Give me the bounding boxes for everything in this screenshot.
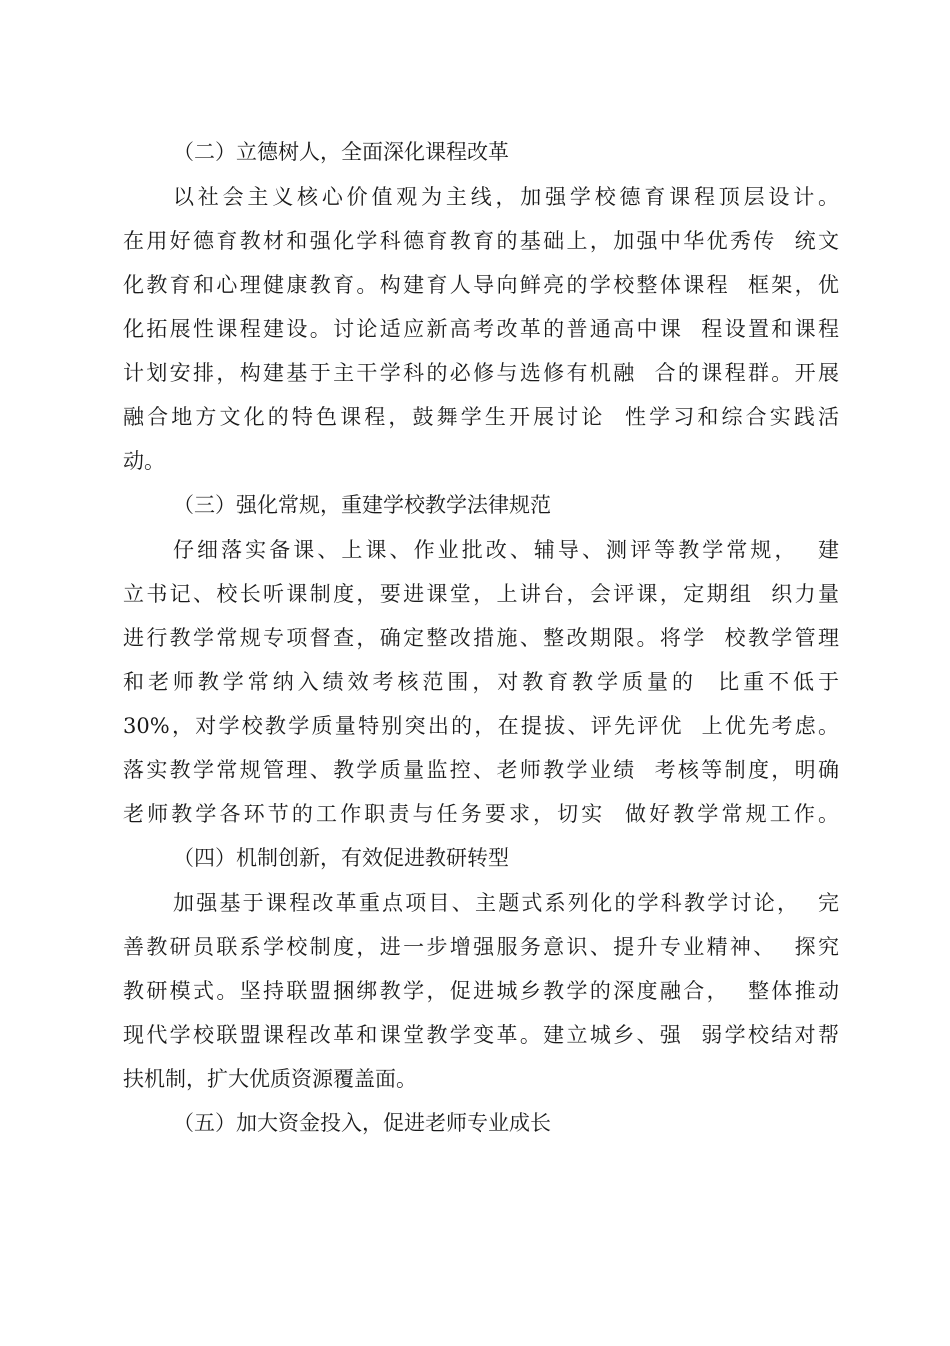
paragraph-line: 30%，对学校教学质量特别突出的，在提拔、评先评优 上优先考虑。: [123, 714, 839, 738]
paragraph-line: 仔细落实备课、上课、作业批改、辅导、测评等教学常规， 建: [173, 538, 839, 562]
paragraph-line: 立书记、校长听课制度，要进课堂，上讲台，会评课，定期组 织力量: [123, 582, 839, 606]
paragraph-line: 善教研员联系学校制度，进一步增强服务意识、提升专业精神、 探究: [123, 935, 839, 959]
paragraph-line: 落实教学常规管理、教学质量监控、老师教学业绩 考核等制度，明确: [123, 758, 839, 782]
section-heading-3: （三）强化常规，重建学校教学法律规范: [173, 493, 551, 517]
section-heading-2: （二）立德树人，全面深化课程改革: [173, 140, 509, 164]
paragraph-line: 化教育和心理健康教育。构建育人导向鲜亮的学校整体课程 框架，优: [123, 273, 839, 297]
paragraph-line: 加强基于课程改革重点项目、主题式系列化的学科教学讨论， 完: [173, 891, 839, 915]
paragraph-line: 在用好德育教材和强化学科德育教育的基础上，加强中华优秀传 统文: [123, 229, 839, 253]
paragraph-line: 和老师教学常纳入绩效考核范围，对教育教学质量的 比重不低于: [123, 670, 839, 694]
paragraph-line: 计划安排，构建基于主干学科的必修与选修有机融 合的课程群。开展: [123, 361, 839, 385]
paragraph-line: 融合地方文化的特色课程，鼓舞学生开展讨论 性学习和综合实践活: [123, 405, 839, 429]
paragraph-line: 以社会主义核心价值观为主线，加强学校德育课程顶层设计。: [173, 185, 839, 209]
section-heading-4: （四）机制创新，有效促进教研转型: [173, 846, 509, 870]
paragraph-line: 动。: [123, 449, 165, 473]
section-heading-5: （五）加大资金投入，促进老师专业成长: [173, 1111, 551, 1135]
paragraph-line: 现代学校联盟课程改革和课堂教学变革。建立城乡、强 弱学校结对帮: [123, 1023, 839, 1047]
paragraph-line: 教研模式。坚持联盟捆绑教学，促进城乡教学的深度融合， 整体推动: [123, 979, 839, 1003]
paragraph-line: 老师教学各环节的工作职责与任务要求，切实 做好教学常规工作。: [123, 802, 839, 826]
paragraph-line: 扶机制，扩大优质资源覆盖面。: [123, 1067, 417, 1091]
paragraph-line: 进行教学常规专项督查，确定整改措施、整改期限。将学 校教学管理: [123, 626, 839, 650]
paragraph-line: 化拓展性课程建设。讨论适应新高考改革的普通高中课 程设置和课程: [123, 317, 839, 341]
